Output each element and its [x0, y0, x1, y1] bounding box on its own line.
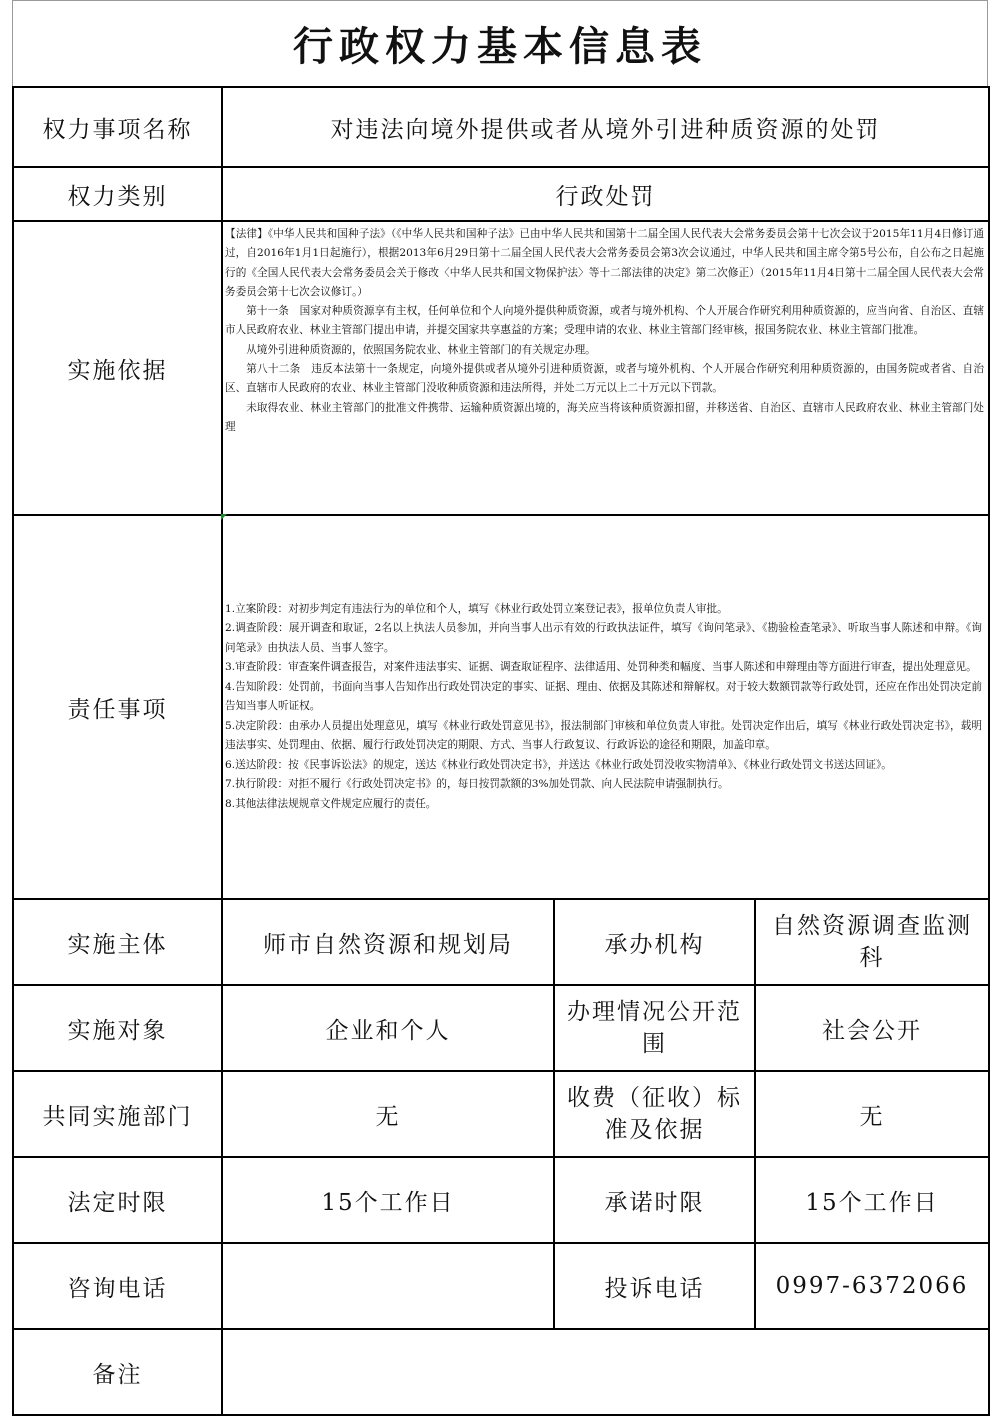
row-basis [13, 221, 989, 515]
duty-label: 责任事项 [13, 515, 222, 899]
row-subject [13, 899, 989, 985]
basis-label: 实施依据 [13, 221, 222, 515]
basis-paragraph: 第八十二条 违反本法第十一条规定，向境外提供或者从境外引进种质资源，或者与境外机构、个人开展合作研究利用种质资源的，由国务院或者省、自治区、直辖市人民政府的农业、林业主管部门没收种质资源和违法所得，并处二万元以上二十万元以下罚款。 [225, 363, 984, 395]
remark-label: 备注 [13, 1329, 222, 1415]
row-limit [13, 1157, 989, 1243]
basis-paragraph: 第十一条 国家对种质资源享有主权，任何单位和个人向境外提供种质资源，或者与境外机构、个人开展合作研究利用种质资源的，应当向省、自治区、直辖市人民政府农业、林业主管部门提出申请，并提交国家共享惠益的方案；受理申请的农业、林业主管部门经审核，报国务院农业、林业主管部门批准。 [225, 305, 984, 337]
basis-paragraph: 【法律】《中华人民共和国种子法》（《中华人民共和国种子法》已由中华人民共和国第十二届全国人民代表大会常务委员会第十七次会议于2015年11月4日修订通过，自2016年1月1日起施行），根据2013年6月29日第十二届全国人民代表大会常务委员会第3次会议通过，中华人民共和国主席令第5号公布，自公布之日起施行的《全国人民代表大会常务委员会关于修改〈中华人民共和国文物保护法〉等十二部法律的决定》第二次修正）（2015年11月4日第十二届全国人民代表大会常务委员会第十七次会议修订。） [225, 228, 984, 298]
row-duty [13, 515, 989, 899]
disclosure-label: 办理情况公开范围 [554, 985, 755, 1071]
legal-limit-value: 15个工作日 [222, 1157, 554, 1243]
row-power-category [13, 167, 989, 221]
info-table [12, 86, 990, 1416]
duty-item: 8.其他法律法规规章文件规定应履行的责任。 [225, 797, 437, 810]
cell-comment-marker [221, 514, 227, 520]
power-name-label: 权力事项名称 [13, 87, 222, 167]
power-category-label: 权力类别 [13, 167, 222, 221]
complaint-phone-value: 0997-6372066 [755, 1243, 989, 1329]
legal-limit-label: 法定时限 [13, 1157, 222, 1243]
row-power-name [13, 87, 989, 167]
row-joint [13, 1071, 989, 1157]
subject-label: 实施主体 [13, 899, 222, 985]
agency-value: 自然资源调查监测科 [755, 899, 989, 985]
row-target [13, 985, 989, 1071]
fee-label: 收费（征收）标准及依据 [554, 1071, 755, 1157]
disclosure-value: 社会公开 [755, 985, 989, 1071]
duty-item: 1.立案阶段：对初步判定有违法行为的单位和个人，填写《林业行政处罚立案登记表》，报单位负责人审批。 [225, 602, 728, 615]
power-name-value: 对违法向境外提供或者从境外引进种质资源的处罚 [222, 87, 989, 167]
remark-value [222, 1329, 989, 1415]
row-remark [13, 1329, 989, 1415]
duty-item: 5.决定阶段：由承办人员提出处理意见，填写《林业行政处罚意见书》，报法制部门审核和单位负责人审批。处罚决定作出后，填写《林业行政处罚决定书》，载明违法事实、处罚理由、依据、履行行政处罚决定的期限、方式、当事人行政复议、行政诉讼的途径和期限，加盖印章。 [225, 719, 982, 752]
joint-value: 无 [222, 1071, 554, 1157]
agency-label: 承办机构 [554, 899, 755, 985]
duty-item: 4.告知阶段：处罚前，书面向当事人告知作出行政处罚决定的事实、证据、理由、依据及其陈述和辩解权。对于较大数额罚款等行政处罚，还应在作出处罚决定前告知当事人听证权。 [225, 680, 982, 713]
duty-item: 3.审查阶段：审查案件调查报告，对案件违法事实、证据、调查取证程序、法律适用、处罚种类和幅度、当事人陈述和申辩理由等方面进行审查，提出处理意见。 [225, 661, 977, 674]
target-label: 实施对象 [13, 985, 222, 1071]
duty-item: 2.调查阶段：展开调查和取证，2名以上执法人员参加，并向当事人出示有效的行政执法证件，填写《询问笔录》、《勘验检查笔录》、听取当事人陈述和申辩。《询问笔录》由执法人员、当事人签字。 [225, 622, 982, 654]
duty-item: 6.送达阶段：按《民事诉讼法》的规定，送达《林业行政处罚决定书》，并送达《林业行政处罚没收实物清单》、《林业行政处罚文书送达回证》。 [225, 758, 892, 771]
row-phone [13, 1243, 989, 1329]
basis-text [222, 221, 989, 515]
power-category-value: 行政处罚 [222, 167, 989, 221]
basis-paragraph: 从境外引进种质资源的，依照国务院农业、林业主管部门的有关规定办理。 [246, 343, 596, 356]
fee-value: 无 [755, 1071, 989, 1157]
target-value: 企业和个人 [222, 985, 554, 1071]
joint-label: 共同实施部门 [13, 1071, 222, 1157]
complaint-phone-label: 投诉电话 [554, 1243, 755, 1329]
subject-value: 师市自然资源和规划局 [222, 899, 554, 985]
duty-item: 7.执行阶段：对拒不履行《行政处罚决定书》的，每日按罚款额的3%加处罚款、向人民法院申请强制执行。 [225, 778, 729, 791]
consult-phone-value [222, 1243, 554, 1329]
consult-phone-label: 咨询电话 [13, 1243, 222, 1329]
promise-limit-label: 承诺时限 [554, 1157, 755, 1243]
promise-limit-value: 15个工作日 [755, 1157, 989, 1243]
basis-paragraph: 未取得农业、林业主管部门的批准文件携带、运输种质资源出境的，海关应当将该种质资源扣留，并移送省、自治区、直辖市人民政府农业、林业主管部门处理 [225, 401, 984, 433]
duty-text [222, 515, 989, 899]
page-title: 行政权力基本信息表 [12, 0, 988, 86]
